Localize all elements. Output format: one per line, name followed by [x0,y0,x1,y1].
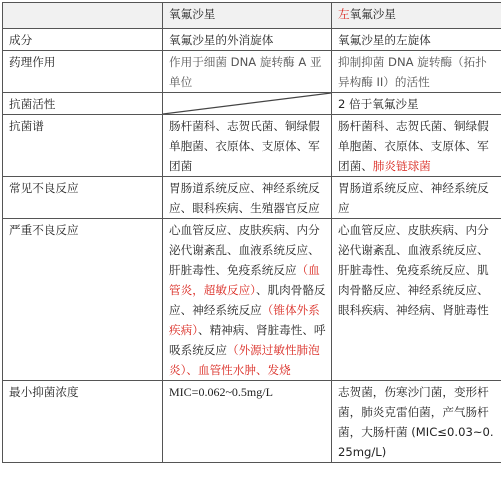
header-levo-rest: 氧氟沙星 [349,7,396,21]
spectrum-ofloxacin: 肠杆菌科、志贺氏菌、铜绿假单胞菌、衣原体、支原体、军团菌 [163,115,332,177]
label-serious-adverse: 严重不良反应 [3,219,163,381]
header-empty-cell [3,3,163,29]
mic-ofloxacin: MIC=0.062~0.5mg/L [163,381,332,463]
row-serious-adverse [3,219,502,381]
component-ofloxacin: 氧氟沙星的外消旋体 [163,29,332,51]
spectrum-levofloxacin [332,115,502,177]
label-mechanism: 药理作用 [3,51,163,93]
common-adverse-ofloxacin: 胃肠道系统反应、神经系统反应、眼科疾病、生殖器官反应 [163,177,332,219]
serious-ofl-part3: 、精神病、肾脏毒性、呼吸系统反应 [169,323,326,357]
row-mic [3,381,502,463]
mic-levofloxacin: 志贺菌，伤寒沙门菌，变形杆菌，肺炎克雷伯菌，产气肠杆菌，大肠杆菌 (MIC≤0.03~0.25mg/L) [332,381,502,463]
diagonal-line-icon [163,93,331,114]
serious-ofl-part1: 心血管反应、皮肤疾病、内分泌代谢紊乱、血液系统反应、肝脏毒性、免疫系统反应 [169,223,320,277]
row-spectrum [3,115,502,177]
serious-ofl-part2: 、肌肉骨骼反应、神经系统反应 [169,283,326,317]
serious-ofl-red1: （血管炎，超敏反应） [169,263,320,297]
label-common-adverse: 常见不良反应 [3,177,163,219]
header-row [3,3,502,29]
serious-adverse-levofloxacin: 心血管反应、皮肤疾病、内分泌代谢紊乱、血液系统反应、肝脏毒性、免疫系统反应、肌肉骨骼反应、神经系统反应、眼科疾病、神经病、肾脏毒性 [332,219,502,381]
comparison-table-wrapper [2,2,501,501]
row-mechanism [3,51,502,93]
common-adverse-levofloxacin: 胃肠道系统反应、神经系统反应 [332,177,502,219]
header-levofloxacin [332,3,502,29]
mechanism-ofloxacin: 作用于细菌 DNA 旋转酶 A 亚单位 [163,51,332,93]
comparison-table [2,2,501,463]
serious-adverse-ofloxacin [163,219,332,381]
spectrum-levo-main: 肠杆菌科、志贺氏菌、铜绿假单胞菌、衣原体、支原体、军团菌、 [338,119,489,173]
serious-ofl-red2: （锥体外系疾病） [169,303,320,337]
mechanism-levofloxacin: 抑制抑菌 DNA 旋转酶（拓扑异构酶 II）的活性 [332,51,502,93]
serious-ofl-red3: （外源过敏性肺泡炎）、血管性水肿、发烧 [169,343,320,377]
activity-levofloxacin: 2 倍于氧氟沙星 [332,93,502,115]
label-activity: 抗菌活性 [3,93,163,115]
header-ofloxacin: 氧氟沙星 [163,3,332,29]
spectrum-levo-red: 肺炎链球菌 [372,159,431,173]
component-levofloxacin: 氧氟沙星的左旋体 [332,29,502,51]
row-activity [3,93,502,115]
row-common-adverse [3,177,502,219]
header-levo-prefix: 左 [338,7,350,21]
label-component: 成分 [3,29,163,51]
row-component [3,29,502,51]
activity-ofloxacin-diagonal [163,93,332,115]
label-spectrum: 抗菌谱 [3,115,163,177]
label-mic: 最小抑菌浓度 [3,381,163,463]
